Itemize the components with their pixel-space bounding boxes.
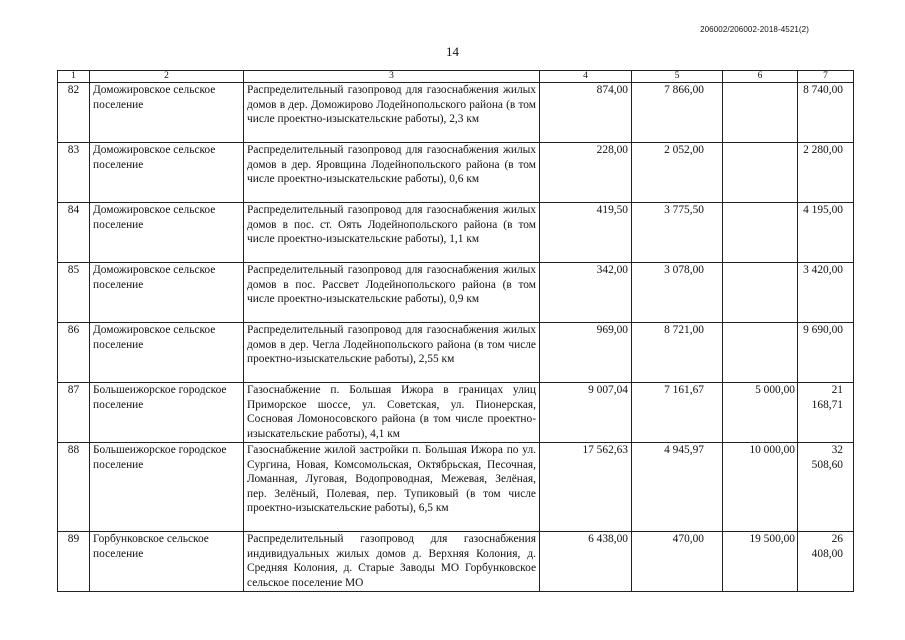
settlement-name: Большеижорское городское поселение: [90, 443, 244, 532]
table-row: [58, 143, 854, 203]
value-col5: 4 945,97: [632, 443, 723, 532]
row-number: 87: [58, 383, 90, 443]
value-col5: 470,00: [632, 532, 723, 592]
value-col7: 4 195,00: [798, 203, 854, 263]
value-col5: 3 775,50: [632, 203, 723, 263]
column-header: 5: [632, 71, 723, 83]
column-header: 6: [723, 71, 798, 83]
value-col4: 9 007,04: [540, 383, 632, 443]
value-col7: 26 408,00: [798, 532, 854, 592]
value-col4: 228,00: [540, 143, 632, 203]
value-col4: 6 438,00: [540, 532, 632, 592]
value-col6: 5 000,00: [723, 383, 798, 443]
object-description: Распределительный газопровод для газоснабжения жилых домов в пос. Рассвет Лодейнопольского района (в том числе проектно-изыскательские работы), 0,9 км: [244, 263, 540, 323]
value-col6: [723, 263, 798, 323]
settlement-name: Доможировское сельское поселение: [90, 323, 244, 383]
value-col6: [723, 143, 798, 203]
column-header: 4: [540, 71, 632, 83]
row-number: 88: [58, 443, 90, 532]
table-row: [58, 323, 854, 383]
table-row: [58, 263, 854, 323]
value-col5: 7 161,67: [632, 383, 723, 443]
object-description: Распределительный газопровод для газоснабжения жилых домов в дер. Доможирово Лодейнопольского района (в том числе проектно-изыскательские работы), 2,3 км: [244, 83, 540, 143]
page-number: 14: [446, 44, 459, 59]
table-row: [58, 383, 854, 443]
row-number: 83: [58, 143, 90, 203]
value-col6: [723, 323, 798, 383]
column-header-row: [58, 71, 854, 83]
value-col7: 32 508,60: [798, 443, 854, 532]
value-col6: [723, 203, 798, 263]
column-header: 7: [798, 71, 854, 83]
value-col6: [723, 83, 798, 143]
column-header: 2: [90, 71, 244, 83]
settlement-name: Доможировское сельское поселение: [90, 263, 244, 323]
table-row: [58, 532, 854, 592]
value-col4: 342,00: [540, 263, 632, 323]
value-col4: 969,00: [540, 323, 632, 383]
table-row: [58, 443, 854, 532]
value-col7: 9 690,00: [798, 323, 854, 383]
table-row: [58, 83, 854, 143]
value-col7: 8 740,00: [798, 83, 854, 143]
value-col5: 7 866,00: [632, 83, 723, 143]
value-col7: 2 280,00: [798, 143, 854, 203]
object-description: Распределительный газопровод для газоснабжения жилых домов в дер. Яровщина Лодейнопольского района (в том числе проектно-изыскательские работы), 0,6 км: [244, 143, 540, 203]
row-number: 85: [58, 263, 90, 323]
object-description: Распределительный газопровод для газоснабжения индивидуальных жилых домов д. Верхняя Колония, д. Средняя Колония, д. Старые Заводы МО Горбунковское сельское поселение МО: [244, 532, 540, 592]
value-col7: 21 168,71: [798, 383, 854, 443]
row-number: 84: [58, 203, 90, 263]
table-row: [58, 203, 854, 263]
object-description: Газоснабжение п. Большая Ижора в границах улиц Приморское шоссе, ул. Советская, ул. Пионерская, Сосновая Ломоносовского района (в том числе проектно-изыскательские работы), 4,1 км: [244, 383, 540, 443]
value-col7: 3 420,00: [798, 263, 854, 323]
settlement-name: Доможировское сельское поселение: [90, 203, 244, 263]
value-col5: 2 052,00: [632, 143, 723, 203]
value-col6: 10 000,00: [723, 443, 798, 532]
column-header: 3: [244, 71, 540, 83]
value-col5: 8 721,00: [632, 323, 723, 383]
row-number: 86: [58, 323, 90, 383]
settlement-name: Доможировское сельское поселение: [90, 83, 244, 143]
settlement-name: Доможировское сельское поселение: [90, 143, 244, 203]
row-number: 89: [58, 532, 90, 592]
object-description: Распределительный газопровод для газоснабжения жилых домов в пос. ст. Оять Лодейнопольского района (в том числе проектно-изыскательские работы), 1,1 км: [244, 203, 540, 263]
value-col6: 19 500,00: [723, 532, 798, 592]
value-col5: 3 078,00: [632, 263, 723, 323]
row-number: 82: [58, 83, 90, 143]
object-description: Распределительный газопровод для газоснабжения жилых домов в дер. Чегла Лодейнопольского района (в том числе проектно-изыскательские работы), 2,55 км: [244, 323, 540, 383]
settlement-name: Большеижорское городское поселение: [90, 383, 244, 443]
gas-pipeline-table: [57, 70, 854, 592]
document-id: 206002/206002-2018-4521(2): [700, 25, 809, 34]
settlement-name: Горбунковское сельское поселение: [90, 532, 244, 592]
object-description: Газоснабжение жилой застройки п. Большая Ижора по ул. Сургина, Новая, Комсомольская, Октябрьская, Песочная, Ломанная, Луговая, Водопроводная, Межевая, Зелёная, пер. Зелёный, Полевая, пер. Тупиковый (в том числе проектно-изыскательские работы), 6,5 км: [244, 443, 540, 532]
value-col4: 419,50: [540, 203, 632, 263]
value-col4: 874,00: [540, 83, 632, 143]
column-header: 1: [58, 71, 90, 83]
value-col4: 17 562,63: [540, 443, 632, 532]
